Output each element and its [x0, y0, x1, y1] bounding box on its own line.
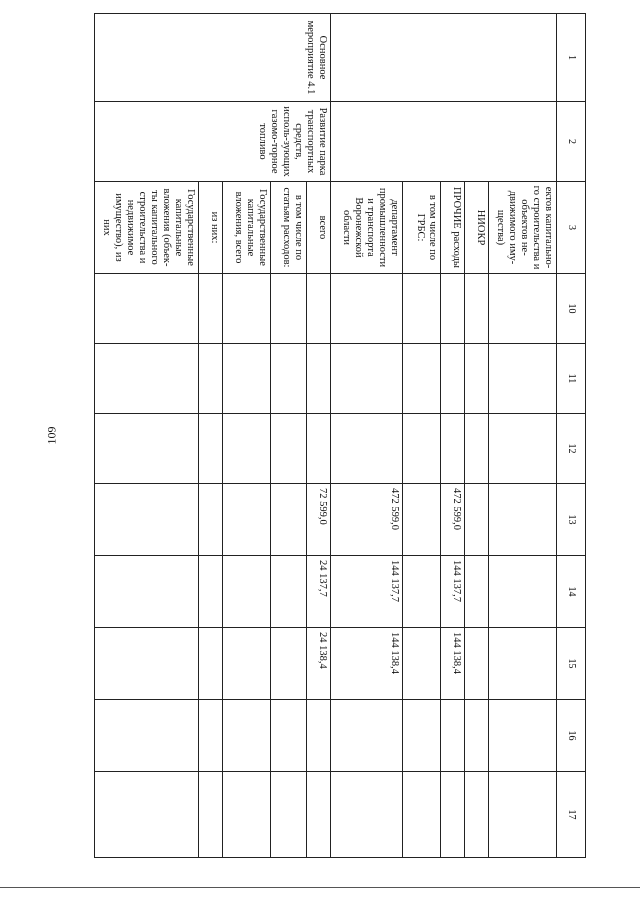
- table-cell: [403, 556, 441, 628]
- table-cell: [489, 344, 557, 414]
- table-cell: [331, 700, 403, 772]
- table-cell: департамент промышленности и транспорта Воронежской области: [331, 182, 403, 274]
- table-cell: [465, 414, 489, 484]
- bottom-rule: [0, 887, 640, 888]
- table-cell: всего: [307, 182, 331, 274]
- table-cell: [271, 700, 307, 772]
- table-cell: [271, 484, 307, 556]
- page-number: 109: [44, 426, 59, 445]
- table-cell: [465, 700, 489, 772]
- table-cell: [331, 344, 403, 414]
- column-header: 2: [557, 102, 586, 182]
- table-cell: [403, 484, 441, 556]
- table-cell: [199, 628, 223, 700]
- table-cell: [199, 556, 223, 628]
- table-cell: [223, 772, 271, 858]
- table-cell: [271, 344, 307, 414]
- table-cell: [95, 772, 199, 858]
- table-cell: [223, 414, 271, 484]
- column-header: 3: [557, 182, 586, 274]
- table-cell: [199, 344, 223, 414]
- column-header: 16: [557, 700, 586, 772]
- column-header: 15: [557, 628, 586, 700]
- table-cell: [489, 700, 557, 772]
- table-cell: [331, 414, 403, 484]
- column-header: 12: [557, 414, 586, 484]
- table-cell: НИОКР: [465, 182, 489, 274]
- table-cell: [95, 556, 199, 628]
- table-cell: [331, 14, 557, 102]
- table-cell: [465, 344, 489, 414]
- table-cell: Государственные капитальные вложения (объек-ты капитального строительства и недвижимое имущество), из них: [95, 182, 199, 274]
- table-cell: [95, 628, 199, 700]
- table-cell: [489, 556, 557, 628]
- column-header: 13: [557, 484, 586, 556]
- table-cell: [271, 556, 307, 628]
- budget-table: [94, 13, 586, 858]
- table-cell: [199, 274, 223, 344]
- table-cell: [441, 344, 465, 414]
- table-cell: [271, 772, 307, 858]
- table-cell: [403, 274, 441, 344]
- table-cell: [199, 700, 223, 772]
- table-cell: 144 138,4: [331, 628, 403, 700]
- table-cell: [223, 628, 271, 700]
- table-cell: [489, 414, 557, 484]
- table-cell: [95, 484, 199, 556]
- table-cell: [223, 484, 271, 556]
- table-cell: [223, 274, 271, 344]
- table-cell: [489, 274, 557, 344]
- table-cell: из них:: [199, 182, 223, 274]
- table-cell: [199, 414, 223, 484]
- column-header: 14: [557, 556, 586, 628]
- table-cell: [95, 700, 199, 772]
- table-row: [307, 14, 331, 858]
- table-cell: [403, 414, 441, 484]
- table-cell: [271, 414, 307, 484]
- table-cell: [223, 344, 271, 414]
- table-cell: [465, 556, 489, 628]
- table-cell: [307, 772, 331, 858]
- table-cell: [331, 274, 403, 344]
- table-cell: [271, 628, 307, 700]
- table-cell: [441, 274, 465, 344]
- table-cell: [307, 274, 331, 344]
- table-cell: [199, 484, 223, 556]
- table-cell: [489, 628, 557, 700]
- table-row: [489, 14, 557, 858]
- table-cell: [331, 772, 403, 858]
- table-cell: [465, 274, 489, 344]
- table-cell: [489, 484, 557, 556]
- table-cell: 144 137,7: [441, 556, 465, 628]
- table-cell: ектов капитально-го строительства и объектов не-движимого иму-щества): [489, 182, 557, 274]
- table-cell: Основное мероприятие 4.1: [95, 14, 331, 102]
- table-cell: в том числе по статьям расходов:: [271, 182, 307, 274]
- table-cell: [403, 772, 441, 858]
- column-header: 10: [557, 274, 586, 344]
- table-cell: [199, 772, 223, 858]
- column-header: 11: [557, 344, 586, 414]
- table-cell: [465, 772, 489, 858]
- table-cell: 24 137,7: [307, 556, 331, 628]
- column-header: 17: [557, 772, 586, 858]
- table-cell: [95, 414, 199, 484]
- table-cell: Государственные капитальные вложения, всего: [223, 182, 271, 274]
- table-cell: [403, 628, 441, 700]
- table-cell: [331, 102, 557, 182]
- table-cell: [403, 700, 441, 772]
- column-header: 1: [557, 14, 586, 102]
- table-cell: в том числе по ГРБС:: [403, 182, 441, 274]
- header-row: [557, 14, 586, 858]
- table-cell: [489, 772, 557, 858]
- table-cell: 472 599,0: [441, 484, 465, 556]
- table-cell: 144 138,4: [441, 628, 465, 700]
- table-cell: 72 599,0: [307, 484, 331, 556]
- table-cell: [441, 772, 465, 858]
- table-cell: [441, 700, 465, 772]
- table-cell: ПРОЧИЕ расходы: [441, 182, 465, 274]
- table-cell: 144 137,7: [331, 556, 403, 628]
- table-cell: [223, 700, 271, 772]
- rotated-table-wrapper: [94, 13, 586, 857]
- table-cell: [95, 274, 199, 344]
- table-cell: [403, 344, 441, 414]
- table-cell: 472 599,0: [331, 484, 403, 556]
- table-cell: Развитие парка транспортных средств, исполь-зующих газомо-торное топливо: [95, 102, 331, 182]
- table-cell: [223, 556, 271, 628]
- table-cell: [307, 414, 331, 484]
- table-cell: [465, 484, 489, 556]
- table-cell: [441, 414, 465, 484]
- table-cell: [95, 344, 199, 414]
- table-cell: 24 138,4: [307, 628, 331, 700]
- table-cell: [307, 344, 331, 414]
- table-cell: [307, 700, 331, 772]
- table-cell: [271, 274, 307, 344]
- table-cell: [465, 628, 489, 700]
